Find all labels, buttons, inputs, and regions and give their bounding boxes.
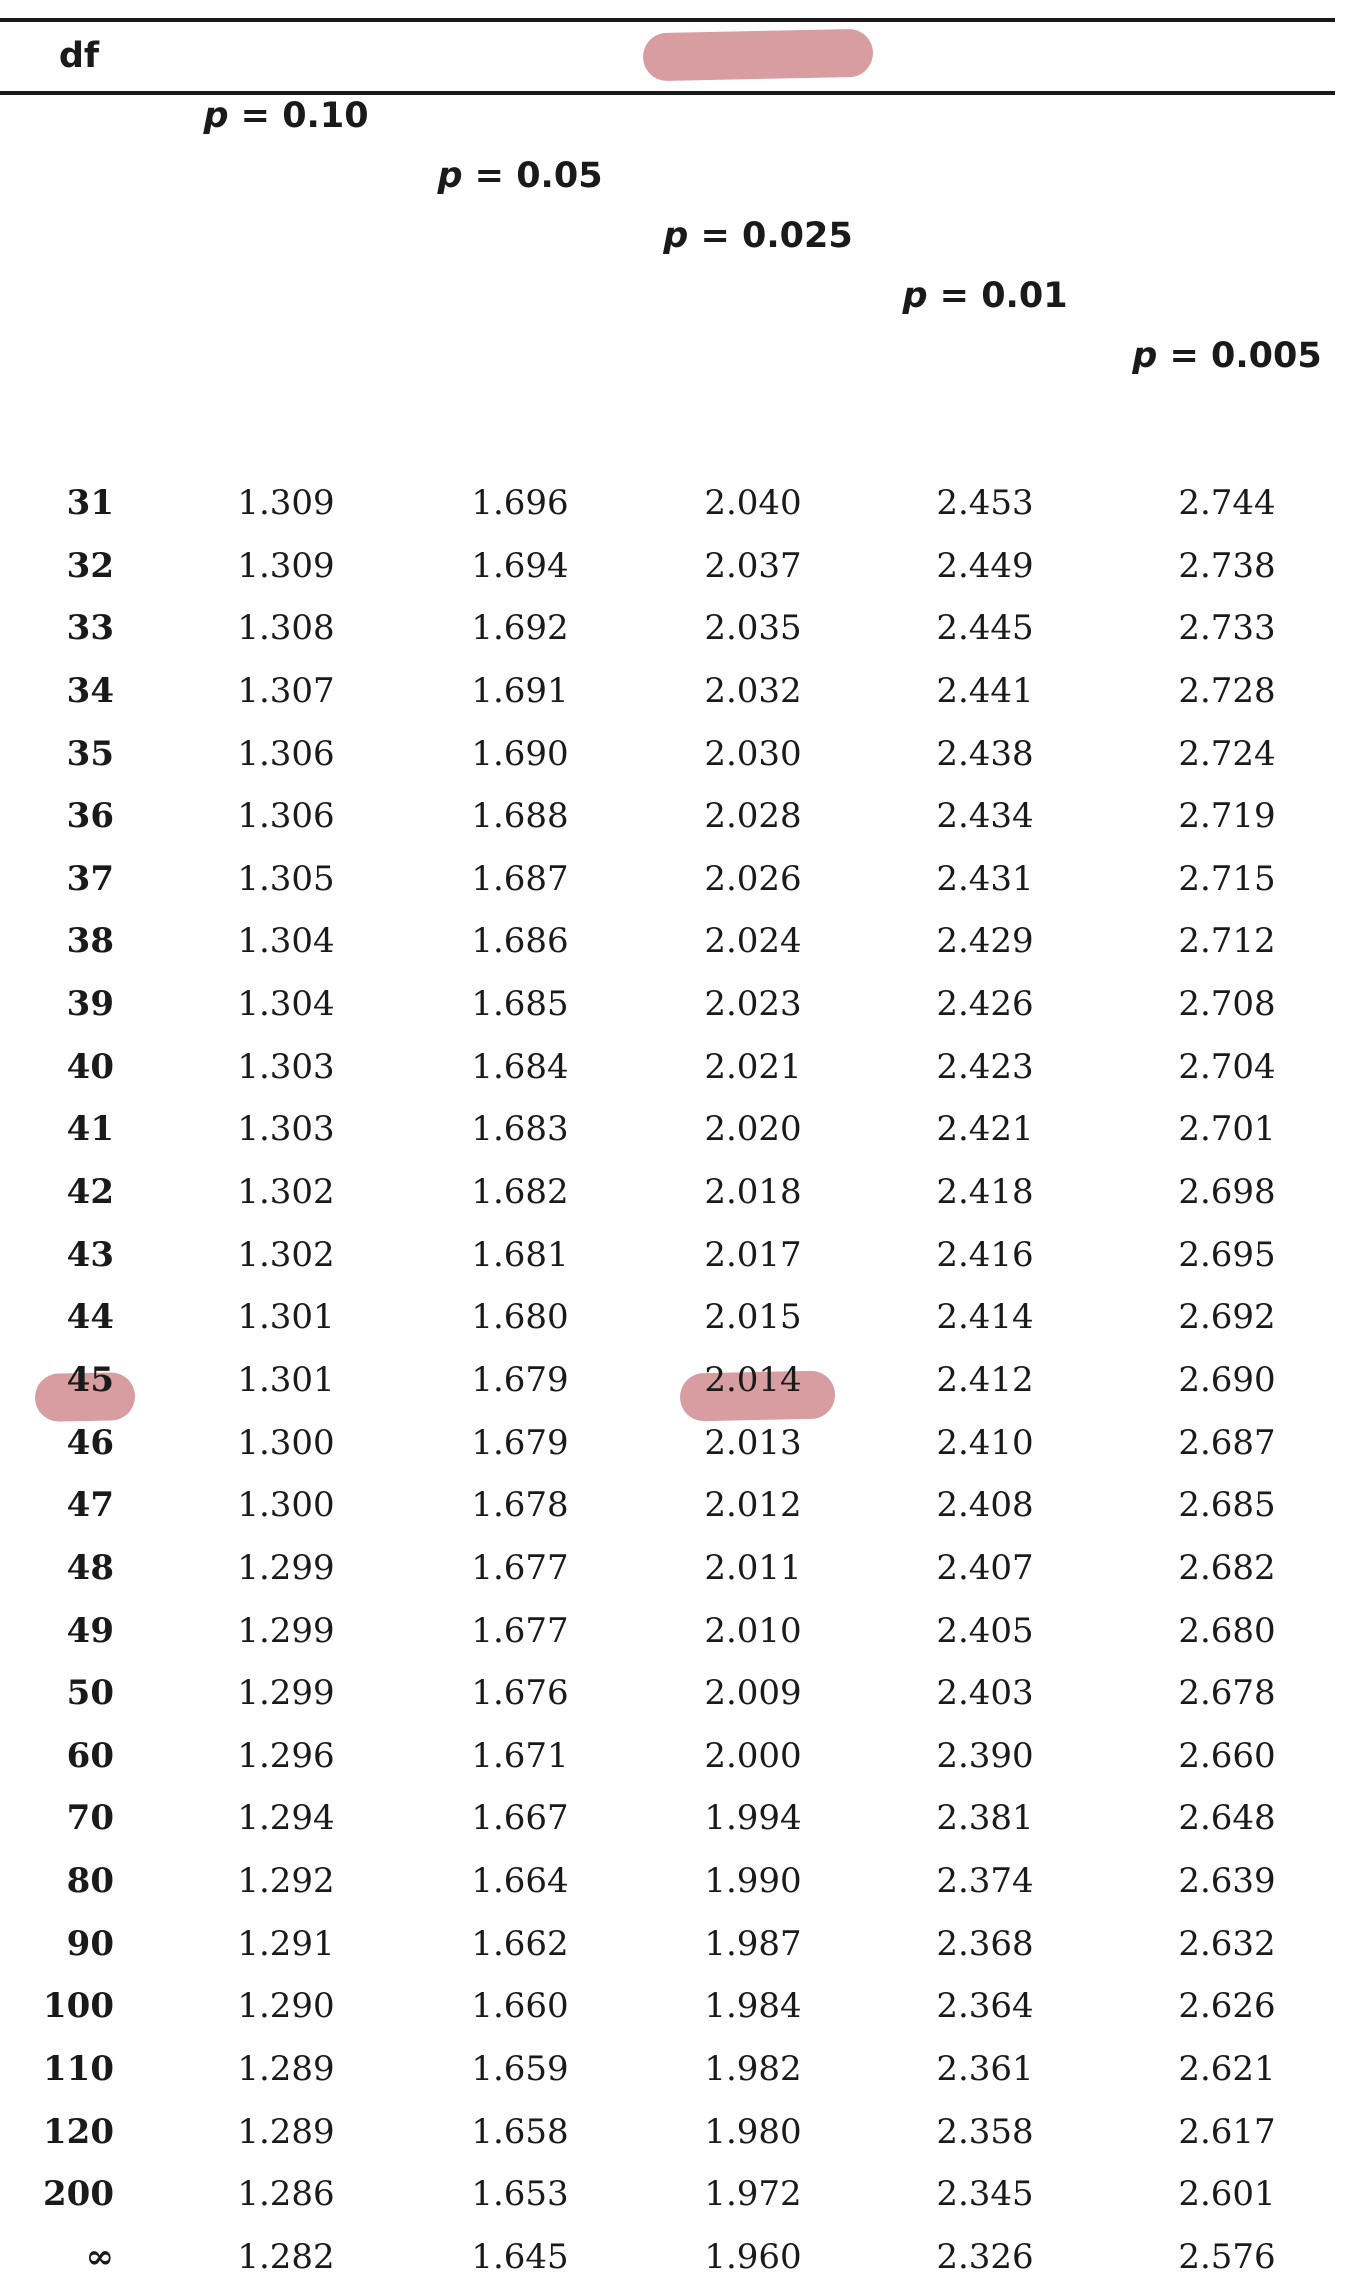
df-cell: 200 (43, 2174, 114, 2215)
value-cell: 2.712 (1178, 921, 1276, 962)
value-cell: 2.028 (704, 796, 802, 837)
value-cell: 1.687 (471, 858, 569, 899)
value-cell: 2.011 (704, 1547, 802, 1588)
table-row (0, 597, 1352, 660)
table-row (0, 1412, 1352, 1475)
value-cell: 2.024 (704, 921, 802, 962)
value-cell: 1.307 (237, 670, 335, 711)
value-cell: 1.694 (471, 545, 569, 586)
value-cell: 1.972 (704, 2174, 802, 2215)
value-cell: 1.686 (471, 921, 569, 962)
value-cell: 2.708 (1178, 984, 1276, 1025)
value-cell: 2.013 (704, 1422, 802, 1463)
value-cell: 1.308 (237, 608, 335, 649)
value-cell: 2.412 (936, 1359, 1034, 1400)
value-cell: 1.960 (704, 2236, 802, 2277)
value-cell: 2.438 (936, 733, 1034, 774)
value-cell: 1.684 (471, 1046, 569, 1087)
table-row (0, 2226, 1352, 2289)
value-cell: 2.000 (704, 1735, 802, 1776)
df-cell: 40 (66, 1046, 114, 1087)
value-cell: 1.292 (237, 1861, 335, 1902)
value-cell: 2.660 (1178, 1735, 1276, 1776)
value-cell: 1.304 (237, 921, 335, 962)
df-cell: 45 (66, 1359, 114, 1400)
value-cell: 1.688 (471, 796, 569, 837)
value-cell: 2.738 (1178, 545, 1276, 586)
value-cell: 2.361 (936, 2049, 1034, 2090)
table-row (0, 1349, 1352, 1412)
value-cell: 2.687 (1178, 1422, 1276, 1463)
df-cell: 90 (66, 1923, 114, 1964)
value-cell: 2.715 (1178, 858, 1276, 899)
value-cell: 1.690 (471, 733, 569, 774)
value-cell: 2.023 (704, 984, 802, 1025)
value-cell: 2.617 (1178, 2111, 1276, 2152)
value-cell: 1.990 (704, 1861, 802, 1902)
table-body (0, 472, 1352, 2289)
df-cell: 36 (66, 796, 114, 837)
header-p-value: = 0.025 (688, 216, 853, 256)
value-cell: 2.009 (704, 1673, 802, 1714)
value-cell: 1.301 (237, 1297, 335, 1338)
value-cell: 2.692 (1178, 1297, 1276, 1338)
value-cell: 2.032 (704, 670, 802, 711)
value-cell: 1.645 (471, 2236, 569, 2277)
df-cell: 42 (66, 1172, 114, 1213)
header-df: df (58, 36, 100, 76)
df-cell: 48 (66, 1547, 114, 1588)
value-cell: 2.728 (1178, 670, 1276, 711)
header-p-value: = 0.005 (1157, 336, 1322, 376)
value-cell: 2.326 (936, 2236, 1034, 2277)
df-cell: 32 (66, 545, 114, 586)
value-cell: 2.682 (1178, 1547, 1276, 1588)
value-cell: 1.300 (237, 1422, 335, 1463)
table-row (0, 2038, 1352, 2101)
highlight-header-p-0025 (643, 29, 874, 82)
table-row (0, 1286, 1352, 1349)
value-cell: 2.426 (936, 984, 1034, 1025)
value-cell: 1.671 (471, 1735, 569, 1776)
value-cell: 2.434 (936, 796, 1034, 837)
value-cell: 1.662 (471, 1923, 569, 1964)
value-cell: 1.679 (471, 1359, 569, 1400)
header-p-0025 (653, 206, 863, 266)
value-cell: 1.980 (704, 2111, 802, 2152)
header-p-value: = 0.01 (927, 276, 1068, 316)
df-cell: 50 (66, 1673, 114, 1714)
table-row (0, 1537, 1352, 1600)
table-top-rule (0, 18, 1335, 22)
value-cell: 2.015 (704, 1297, 802, 1338)
value-cell: 2.381 (936, 1798, 1034, 1839)
value-cell: 2.390 (936, 1735, 1034, 1776)
df-cell: 35 (66, 733, 114, 774)
value-cell: 1.682 (471, 1172, 569, 1213)
value-cell: 2.021 (704, 1046, 802, 1087)
value-cell: 2.037 (704, 545, 802, 586)
df-cell: 100 (43, 1986, 114, 2027)
df-cell: 38 (66, 921, 114, 962)
table-row (0, 2163, 1352, 2226)
value-cell: 1.667 (471, 1798, 569, 1839)
df-cell: 31 (66, 483, 114, 523)
value-cell: 1.302 (237, 1234, 335, 1275)
value-cell: 2.429 (936, 921, 1034, 962)
value-cell: 2.701 (1178, 1109, 1276, 1150)
value-cell: 2.639 (1178, 1861, 1276, 1902)
value-cell: 2.020 (704, 1109, 802, 1150)
value-cell: 1.305 (237, 858, 335, 899)
value-cell: 1.306 (237, 796, 335, 837)
header-p-value: = 0.10 (228, 96, 369, 136)
df-cell: ∞ (85, 2236, 114, 2277)
value-cell: 2.449 (936, 545, 1034, 586)
table-row (0, 1725, 1352, 1788)
table-row (0, 1161, 1352, 1224)
table-row (0, 1787, 1352, 1850)
value-cell: 2.368 (936, 1923, 1034, 1964)
header-p-0005 (1117, 326, 1337, 386)
value-cell: 1.679 (471, 1422, 569, 1463)
header-p-symbol: p (902, 276, 928, 316)
value-cell: 1.302 (237, 1172, 335, 1213)
value-cell: 2.030 (704, 733, 802, 774)
df-cell: 34 (66, 670, 114, 711)
value-cell: 1.309 (237, 545, 335, 586)
header-p-value: = 0.05 (462, 156, 603, 196)
table-row (0, 1913, 1352, 1976)
table-row (0, 848, 1352, 911)
table-row (0, 660, 1352, 723)
df-cell: 33 (66, 608, 114, 649)
value-cell: 2.680 (1178, 1610, 1276, 1651)
value-cell: 1.677 (471, 1547, 569, 1588)
table-row (0, 1098, 1352, 1161)
table-row (0, 1474, 1352, 1537)
df-cell: 37 (66, 858, 114, 899)
value-cell: 1.299 (237, 1610, 335, 1651)
df-cell: 41 (66, 1109, 114, 1150)
header-p-symbol: p (203, 96, 229, 136)
value-cell: 1.664 (471, 1861, 569, 1902)
table-row (0, 1036, 1352, 1099)
value-cell: 2.018 (704, 1172, 802, 1213)
table-row (0, 1975, 1352, 2038)
df-cell: 60 (66, 1735, 114, 1776)
value-cell: 2.374 (936, 1861, 1034, 1902)
value-cell: 2.690 (1178, 1359, 1276, 1400)
value-cell: 1.299 (237, 1673, 335, 1714)
value-cell: 1.289 (237, 2111, 335, 2152)
df-cell: 70 (66, 1798, 114, 1839)
value-cell: 2.704 (1178, 1046, 1276, 1087)
value-cell: 2.632 (1178, 1923, 1276, 1964)
value-cell: 2.345 (936, 2174, 1034, 2215)
value-cell: 2.416 (936, 1234, 1034, 1275)
value-cell: 1.696 (471, 483, 569, 523)
df-cell: 49 (66, 1610, 114, 1651)
table-row (0, 785, 1352, 848)
value-cell: 1.286 (237, 2174, 335, 2215)
value-cell: 1.692 (471, 608, 569, 649)
value-cell: 2.403 (936, 1673, 1034, 1714)
value-cell: 2.012 (704, 1485, 802, 1526)
value-cell: 2.414 (936, 1297, 1034, 1338)
df-cell: 39 (66, 984, 114, 1025)
table-row (0, 1662, 1352, 1725)
header-p-001 (885, 266, 1085, 326)
value-cell: 2.678 (1178, 1673, 1276, 1714)
df-cell: 46 (66, 1422, 114, 1463)
value-cell: 2.407 (936, 1547, 1034, 1588)
table-row (0, 973, 1352, 1036)
value-cell: 2.358 (936, 2111, 1034, 2152)
value-cell: 2.040 (704, 483, 802, 523)
header-p-005 (420, 146, 620, 206)
value-cell: 1.677 (471, 1610, 569, 1651)
value-cell: 1.303 (237, 1046, 335, 1087)
value-cell: 1.301 (237, 1359, 335, 1400)
table-row (0, 2101, 1352, 2164)
value-cell: 1.681 (471, 1234, 569, 1275)
header-p-symbol: p (437, 156, 463, 196)
value-cell: 2.408 (936, 1485, 1034, 1526)
df-cell: 44 (66, 1297, 114, 1338)
df-cell: 120 (43, 2111, 114, 2152)
value-cell: 1.984 (704, 1986, 802, 2027)
df-cell: 80 (66, 1861, 114, 1902)
value-cell: 1.304 (237, 984, 335, 1025)
value-cell: 2.733 (1178, 608, 1276, 649)
table-row (0, 535, 1352, 598)
value-cell: 2.418 (936, 1172, 1034, 1213)
value-cell: 1.680 (471, 1297, 569, 1338)
table-row (0, 1600, 1352, 1663)
value-cell: 2.445 (936, 608, 1034, 649)
value-cell: 2.648 (1178, 1798, 1276, 1839)
value-cell: 2.695 (1178, 1234, 1276, 1275)
value-cell: 2.719 (1178, 796, 1276, 837)
value-cell: 2.576 (1178, 2236, 1276, 2277)
header-p-symbol: p (1132, 336, 1158, 376)
value-cell: 1.676 (471, 1673, 569, 1714)
df-cell: 47 (66, 1485, 114, 1526)
value-cell: 1.987 (704, 1923, 802, 1964)
value-cell: 2.364 (936, 1986, 1034, 2027)
value-cell: 1.653 (471, 2174, 569, 2215)
value-cell: 1.683 (471, 1109, 569, 1150)
df-cell: 43 (66, 1234, 114, 1275)
value-cell: 1.306 (237, 733, 335, 774)
value-cell: 1.982 (704, 2049, 802, 2090)
value-cell: 1.658 (471, 2111, 569, 2152)
value-cell: 2.017 (704, 1234, 802, 1275)
value-cell: 1.289 (237, 2049, 335, 2090)
value-cell: 1.291 (237, 1923, 335, 1964)
table-row (0, 1850, 1352, 1913)
table-row (0, 472, 1352, 535)
value-cell: 1.290 (237, 1986, 335, 2027)
value-cell: 2.431 (936, 858, 1034, 899)
value-cell: 1.994 (704, 1798, 802, 1839)
value-cell: 2.405 (936, 1610, 1034, 1651)
value-cell: 2.685 (1178, 1485, 1276, 1526)
value-cell: 2.601 (1178, 2174, 1276, 2215)
value-cell: 2.744 (1178, 483, 1276, 523)
value-cell: 1.294 (237, 1798, 335, 1839)
table-row (0, 723, 1352, 786)
table-row (0, 910, 1352, 973)
value-cell: 2.698 (1178, 1172, 1276, 1213)
value-cell: 1.300 (237, 1485, 335, 1526)
value-cell: 2.441 (936, 670, 1034, 711)
value-cell: 2.010 (704, 1610, 802, 1651)
value-cell: 1.685 (471, 984, 569, 1025)
value-cell: 1.678 (471, 1485, 569, 1526)
value-cell: 2.626 (1178, 1986, 1276, 2027)
value-cell: 1.659 (471, 2049, 569, 2090)
value-cell: 1.282 (237, 2236, 335, 2277)
value-cell: 2.421 (936, 1109, 1034, 1150)
value-cell: 1.303 (237, 1109, 335, 1150)
value-cell: 1.309 (237, 483, 335, 523)
header-p-symbol: p (663, 216, 689, 256)
value-cell: 1.299 (237, 1547, 335, 1588)
value-cell: 1.296 (237, 1735, 335, 1776)
df-cell: 110 (43, 2049, 114, 2090)
value-cell: 1.691 (471, 670, 569, 711)
value-cell: 2.724 (1178, 733, 1276, 774)
value-cell: 2.410 (936, 1422, 1034, 1463)
value-cell: 2.621 (1178, 2049, 1276, 2090)
value-cell: 2.423 (936, 1046, 1034, 1087)
header-p-010 (186, 86, 386, 146)
value-cell: 2.453 (936, 483, 1034, 523)
value-cell: 2.014 (704, 1359, 802, 1400)
value-cell: 2.026 (704, 858, 802, 899)
value-cell: 1.660 (471, 1986, 569, 2027)
table-row (0, 1224, 1352, 1287)
value-cell: 2.035 (704, 608, 802, 649)
